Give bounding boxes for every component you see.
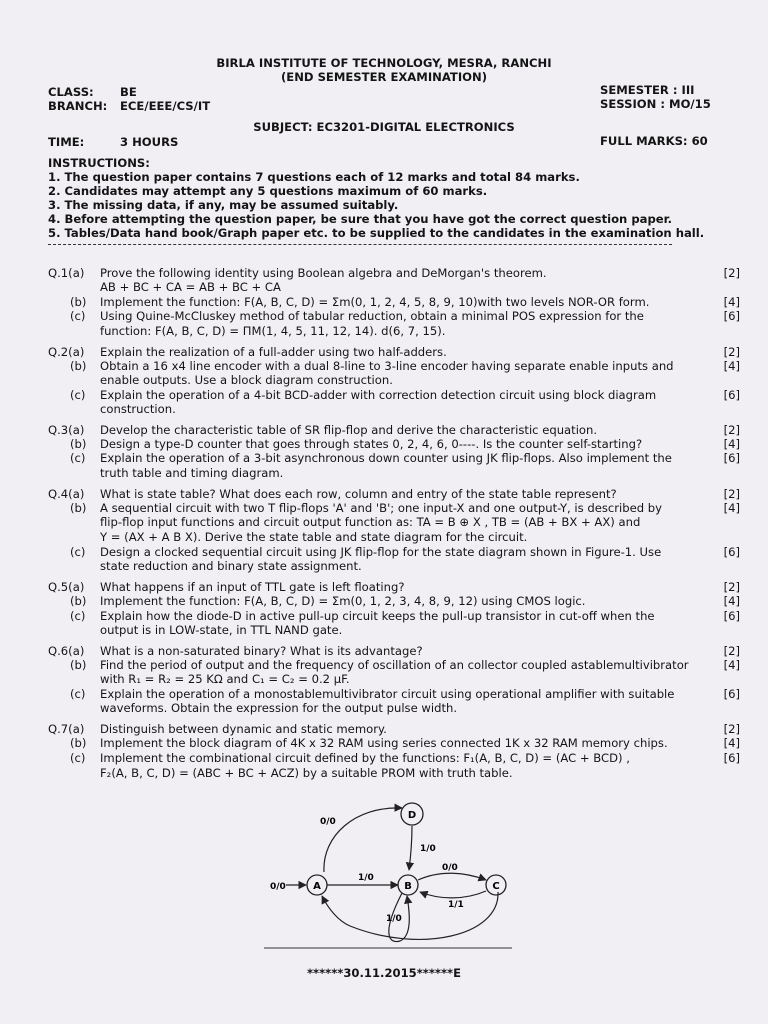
label-a-b: 1/0 — [358, 873, 374, 883]
label-a-self: 0/0 — [270, 882, 286, 892]
question-text: output is in LOW-state, in TTL NAND gate. — [100, 623, 343, 637]
question-number: (b) — [70, 658, 87, 672]
question-marks: [2] — [723, 423, 740, 437]
question-text: Implement the combinational circuit defined by the functions: F₁(A, B, C, D) = (AC + BCD) , — [100, 751, 630, 765]
question-row — [48, 644, 740, 658]
question-marks: [4] — [723, 658, 740, 672]
class-label: CLASS: — [48, 85, 94, 99]
question-marks: [4] — [723, 437, 740, 451]
question-row — [48, 388, 740, 402]
full-marks: FULL MARKS: 60 — [600, 134, 708, 148]
instruction-5: 5. Tables/Data hand book/Graph paper etc. to be supplied to the candidates in the examination hall. — [48, 226, 705, 240]
edge-c-a — [322, 892, 498, 939]
question-text: with R₁ = R₂ = 25 KΩ and C₁ = C₂ = 0.2 μF. — [100, 672, 350, 686]
question-text: What is state table? What does each row, column and entry of the state table represent? — [100, 487, 617, 501]
question-text: Explain how the diode-D in active pull-up circuit keeps the pull-up transistor in cut-off when the — [100, 609, 655, 623]
label-b-c: 0/0 — [442, 863, 458, 873]
question-text: Explain the operation of a 4-bit BCD-adder with correction detection circuit using block diagram — [100, 388, 657, 402]
edge-d-b — [409, 826, 412, 870]
question-row — [48, 466, 740, 480]
edge-b-c — [418, 873, 486, 880]
question-marks: [2] — [723, 722, 740, 736]
state-diagram — [260, 796, 520, 956]
label-b-self: 1/0 — [386, 914, 402, 924]
question-marks: [2] — [723, 644, 740, 658]
question-text: Design a clocked sequential circuit using JK flip-flop for the state diagram shown in Figure-1. Use — [100, 545, 662, 559]
question-marks: [2] — [723, 487, 740, 501]
question-row — [48, 672, 740, 686]
question-row — [48, 487, 740, 501]
question-row — [48, 324, 740, 338]
question-marks: [6] — [723, 545, 740, 559]
question-number: Q.4(a) — [48, 487, 85, 501]
question-marks: [2] — [723, 580, 740, 594]
question-text: Find the period of output and the frequency of oscillation of an collector coupled astablemultivibrator — [100, 658, 689, 672]
label-a-d: 0/0 — [320, 817, 336, 827]
instructions-title: INSTRUCTIONS: — [48, 156, 150, 170]
question-marks: [4] — [723, 736, 740, 750]
question-text: construction. — [100, 402, 176, 416]
question-marks: [6] — [723, 388, 740, 402]
question-number: (b) — [70, 437, 87, 451]
question-row — [48, 559, 740, 573]
question-text: Using Quine-McCluskey method of tabular reduction, obtain a minimal POS expression for the — [100, 309, 644, 323]
question-text: Implement the function: F(A, B, C, D) = Σm(0, 1, 2, 3, 4, 8, 9, 12) using CMOS logic. — [100, 594, 586, 608]
question-text: flip-flop input functions and circuit output function as: TA = B ⊕ X , TB = (AB + BX + AX) and — [100, 515, 641, 529]
question-row — [48, 402, 740, 416]
question-row — [48, 580, 740, 594]
question-text: Obtain a 16 x4 line encoder with a dual 8-line to 3-line encoder having separate enable inputs and — [100, 359, 674, 373]
instruction-1: 1. The question paper contains 7 questions each of 12 marks and total 84 marks. — [48, 170, 580, 184]
question-text: AB + BC + CA = AB + BC + CA — [100, 280, 281, 294]
label-c-b: 1/1 — [448, 900, 464, 910]
question-row — [48, 423, 740, 437]
question-number: (c) — [70, 609, 86, 623]
question-text: enable outputs. Use a block diagram construction. — [100, 373, 393, 387]
question-row — [48, 766, 740, 780]
state-b-label: B — [404, 881, 412, 892]
question-row — [48, 451, 740, 465]
question-row — [48, 722, 740, 736]
instruction-3: 3. The missing data, if any, may be assumed suitably. — [48, 198, 399, 212]
question-text: What is a non-saturated binary? What is its advantage? — [100, 644, 423, 658]
question-text: Prove the following identity using Boolean algebra and DeMorgan's theorem. — [100, 266, 547, 280]
question-row — [48, 345, 740, 359]
state-a-label: A — [313, 881, 321, 892]
question-row — [48, 359, 740, 373]
question-marks: [4] — [723, 594, 740, 608]
label-d-b: 1/0 — [420, 844, 436, 854]
question-text: Design a type-D counter that goes through states 0, 2, 4, 6, 0----. Is the counter self-starting? — [100, 437, 643, 451]
question-number: (c) — [70, 687, 86, 701]
divider — [48, 244, 672, 245]
question-text: Develop the characteristic table of SR flip-flop and derive the characteristic equation. — [100, 423, 598, 437]
question-text: waveforms. Obtain the expression for the output pulse width. — [100, 701, 458, 715]
semester: SEMESTER : III — [600, 83, 695, 97]
question-number: (b) — [70, 736, 87, 750]
question-number: (c) — [70, 751, 86, 765]
question-number: (b) — [70, 501, 87, 515]
time-label: TIME: — [48, 135, 85, 149]
question-row — [48, 751, 740, 765]
question-text: Implement the block diagram of 4K x 32 RAM using series connected 1K x 32 RAM memory chips. — [100, 736, 668, 750]
question-text: Distinguish between dynamic and static memory. — [100, 722, 387, 736]
question-row — [48, 437, 740, 451]
question-marks: [4] — [723, 501, 740, 515]
question-text: What happens if an input of TTL gate is left floating? — [100, 580, 405, 594]
question-number: (b) — [70, 295, 87, 309]
edge-c-b — [420, 891, 486, 898]
question-marks: [4] — [723, 359, 740, 373]
question-text: function: F(A, B, C, D) = ΠM(1, 4, 5, 11, 12, 14). d(6, 7, 15). — [100, 324, 446, 338]
class-value: BE — [120, 85, 137, 99]
time-value: 3 HOURS — [120, 135, 179, 149]
branch-label: BRANCH: — [48, 99, 108, 113]
question-marks: [2] — [723, 266, 740, 280]
question-row — [48, 309, 740, 323]
question-row — [48, 501, 740, 515]
question-text: A sequential circuit with two T flip-flops 'A' and 'B'; one input-X and one output-Y, is described by — [100, 501, 663, 515]
question-number: (c) — [70, 451, 86, 465]
question-text: truth table and timing diagram. — [100, 466, 284, 480]
session: SESSION : MO/15 — [600, 97, 711, 111]
question-marks: [6] — [723, 751, 740, 765]
question-text: F₂(A, B, C, D) = (ABC + BC + ACZ) by a suitable PROM with truth table. — [100, 766, 513, 780]
question-row — [48, 545, 740, 559]
question-row — [48, 658, 740, 672]
question-number: (c) — [70, 309, 86, 323]
question-number: (b) — [70, 359, 87, 373]
question-marks: [6] — [723, 687, 740, 701]
question-text: state reduction and binary state assignment. — [100, 559, 362, 573]
branch-value: ECE/EEE/CS/IT — [120, 99, 211, 113]
question-row — [48, 373, 740, 387]
state-c-label: C — [492, 881, 500, 892]
question-text: Explain the operation of a 3-bit asynchronous down counter using JK flip-flops. Also implement the — [100, 451, 672, 465]
question-row — [48, 594, 740, 608]
question-row — [48, 701, 740, 715]
question-text: Y = (AX + A B X). Derive the state table and state diagram for the circuit. — [100, 530, 528, 544]
question-marks: [6] — [723, 309, 740, 323]
question-number: Q.1(a) — [48, 266, 85, 280]
footer-date: ******30.11.2015******E — [306, 966, 462, 980]
question-row — [48, 609, 740, 623]
question-row — [48, 266, 740, 280]
subject: SUBJECT: EC3201-DIGITAL ELECTRONICS — [253, 120, 515, 134]
question-number: Q.3(a) — [48, 423, 85, 437]
question-number: (b) — [70, 594, 87, 608]
question-number: Q.6(a) — [48, 644, 85, 658]
state-d-label: D — [407, 810, 417, 821]
question-marks: [2] — [723, 345, 740, 359]
question-row — [48, 530, 740, 544]
question-row — [48, 623, 740, 637]
question-number: (c) — [70, 545, 86, 559]
question-text: Explain the operation of a monostablemultivibrator circuit using operational amplifier with suitable — [100, 687, 675, 701]
question-number: (c) — [70, 388, 86, 402]
question-marks: [4] — [723, 295, 740, 309]
question-text: Implement the function: F(A, B, C, D) = Σm(0, 1, 2, 4, 5, 8, 9, 10)with two levels NOR-OR form. — [100, 295, 650, 309]
institute-name: BIRLA INSTITUTE OF TECHNOLOGY, MESRA, RANCHI — [216, 56, 552, 70]
instruction-2: 2. Candidates may attempt any 5 questions maximum of 60 marks. — [48, 184, 488, 198]
question-number: Q.7(a) — [48, 722, 85, 736]
question-number: Q.5(a) — [48, 580, 85, 594]
question-text: Explain the realization of a full-adder using two half-adders. — [100, 345, 447, 359]
question-row — [48, 295, 740, 309]
instruction-4: 4. Before attempting the question paper, be sure that you have got the correct question paper. — [48, 212, 673, 226]
question-row — [48, 687, 740, 701]
question-marks: [6] — [723, 609, 740, 623]
question-marks: [6] — [723, 451, 740, 465]
exam-type: (END SEMESTER EXAMINATION) — [281, 70, 487, 84]
question-row — [48, 515, 740, 529]
question-row — [48, 280, 740, 294]
question-number: Q.2(a) — [48, 345, 85, 359]
question-row — [48, 736, 740, 750]
